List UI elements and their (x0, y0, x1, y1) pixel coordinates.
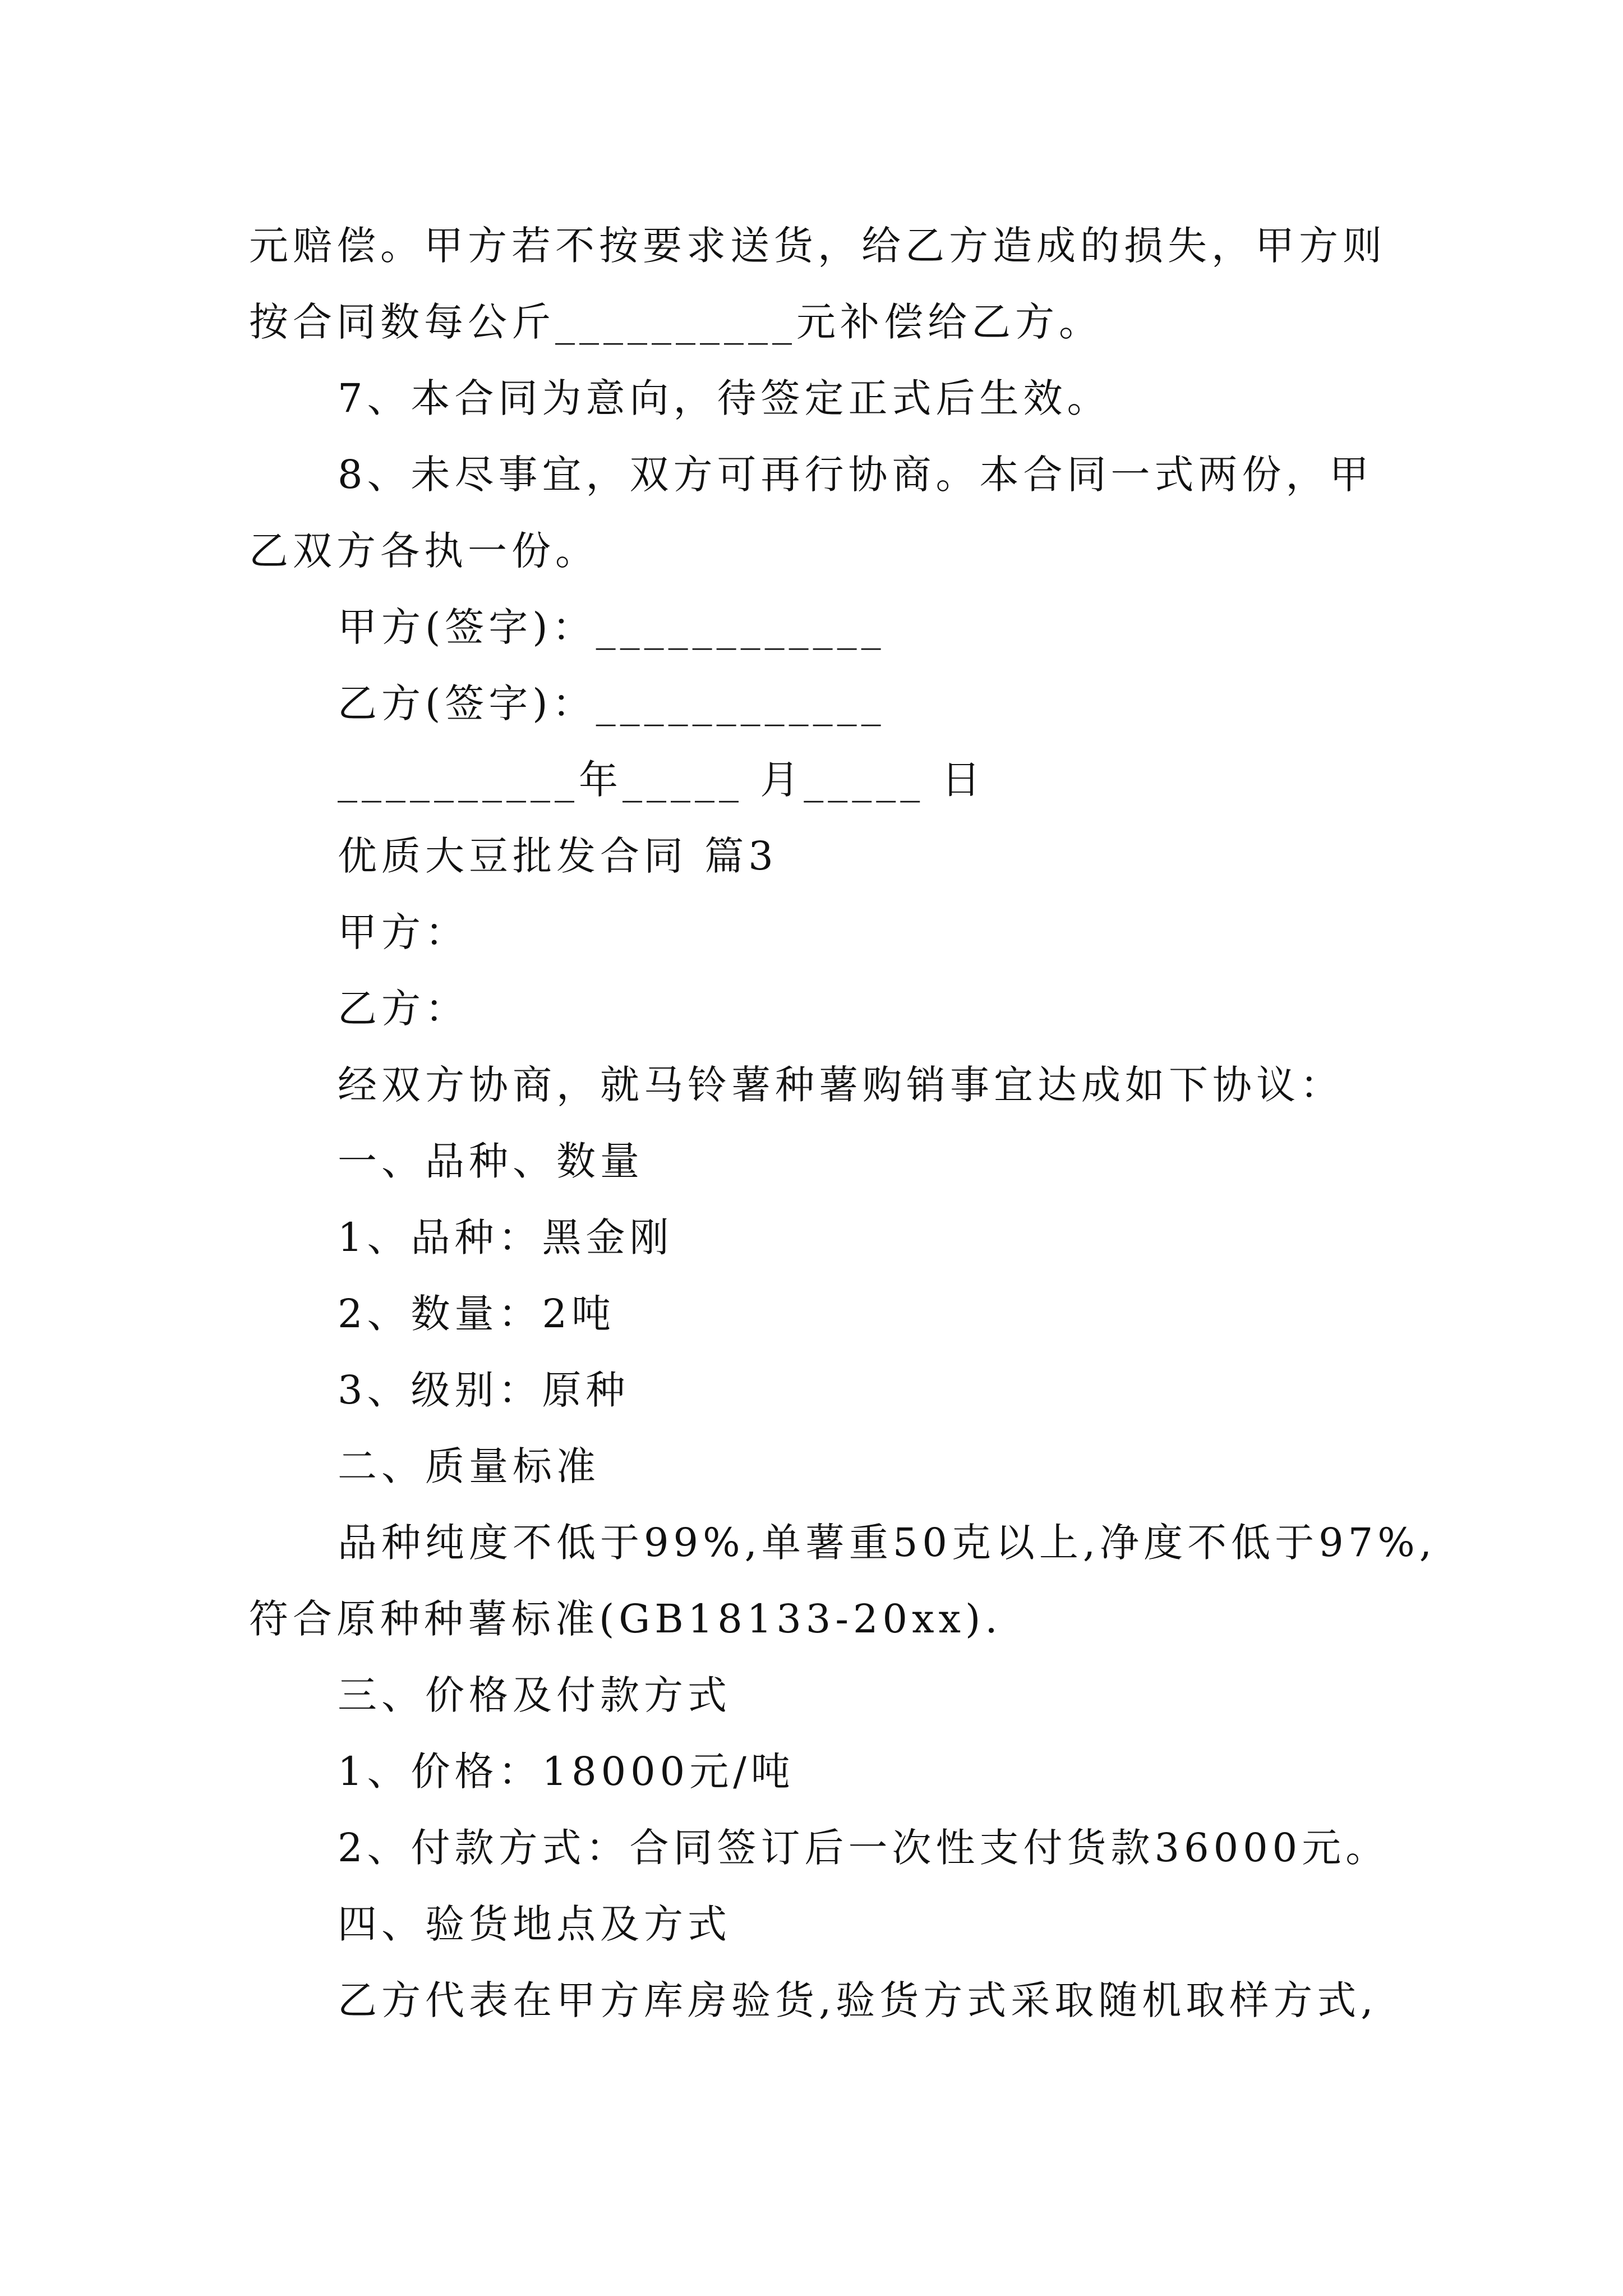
text-line: 1、品种：黑金刚 (338, 1214, 674, 1260)
clause-heading: 三、价格及付款方式 (338, 1672, 731, 1718)
party-a-label: 甲方： (338, 909, 469, 955)
text-line: 经双方协商，就马铃薯种薯购销事宜达成如下协议： (338, 1062, 1344, 1108)
section-title: 优质大豆批发合同 篇3 (338, 833, 778, 879)
text-line: 品种纯度不低于99%,单薯重50克以上,净度不低于97%, (338, 1520, 1436, 1566)
text-line: 符合原种种薯标准(GB18133-20xx). (249, 1596, 1002, 1642)
text-line: 元赔偿。甲方若不按要求送货，给乙方造成的损失，甲方则 (249, 223, 1386, 269)
party-b-label: 乙方： (338, 986, 469, 1032)
text-line: 按合同数每公斤__________元补偿给乙方。 (249, 299, 1103, 345)
text-line: 2、数量：2吨 (338, 1291, 616, 1337)
document-body (249, 208, 1436, 2039)
signature-line-party-b: 乙方(签字)：____________ (338, 680, 886, 726)
text-line: 2、付款方式：合同签订后一次性支付货款36000元。 (338, 1825, 1390, 1871)
text-line: 乙方代表在甲方库房验货,验货方式采取随机取样方式, (338, 1977, 1378, 2023)
signature-line-party-a: 甲方(签字)：____________ (338, 604, 886, 650)
clause-heading: 四、验货地点及方式 (338, 1901, 731, 1947)
clause-heading: 二、质量标准 (338, 1443, 600, 1489)
clause-heading: 一、品种、数量 (338, 1138, 644, 1184)
text-line: 7、本合同为意向，待签定正式后生效。 (338, 375, 1111, 421)
text-line: 3、级别：原种 (338, 1367, 630, 1413)
text-line: 乙双方各执一份。 (249, 528, 599, 574)
text-line: 1、价格：18000元/吨 (338, 1749, 795, 1795)
date-line: __________年_____ 月_____ 日 (338, 757, 985, 803)
text-line: 8、未尽事宜，双方可再行协商。本合同一式两份，甲 (338, 452, 1373, 498)
